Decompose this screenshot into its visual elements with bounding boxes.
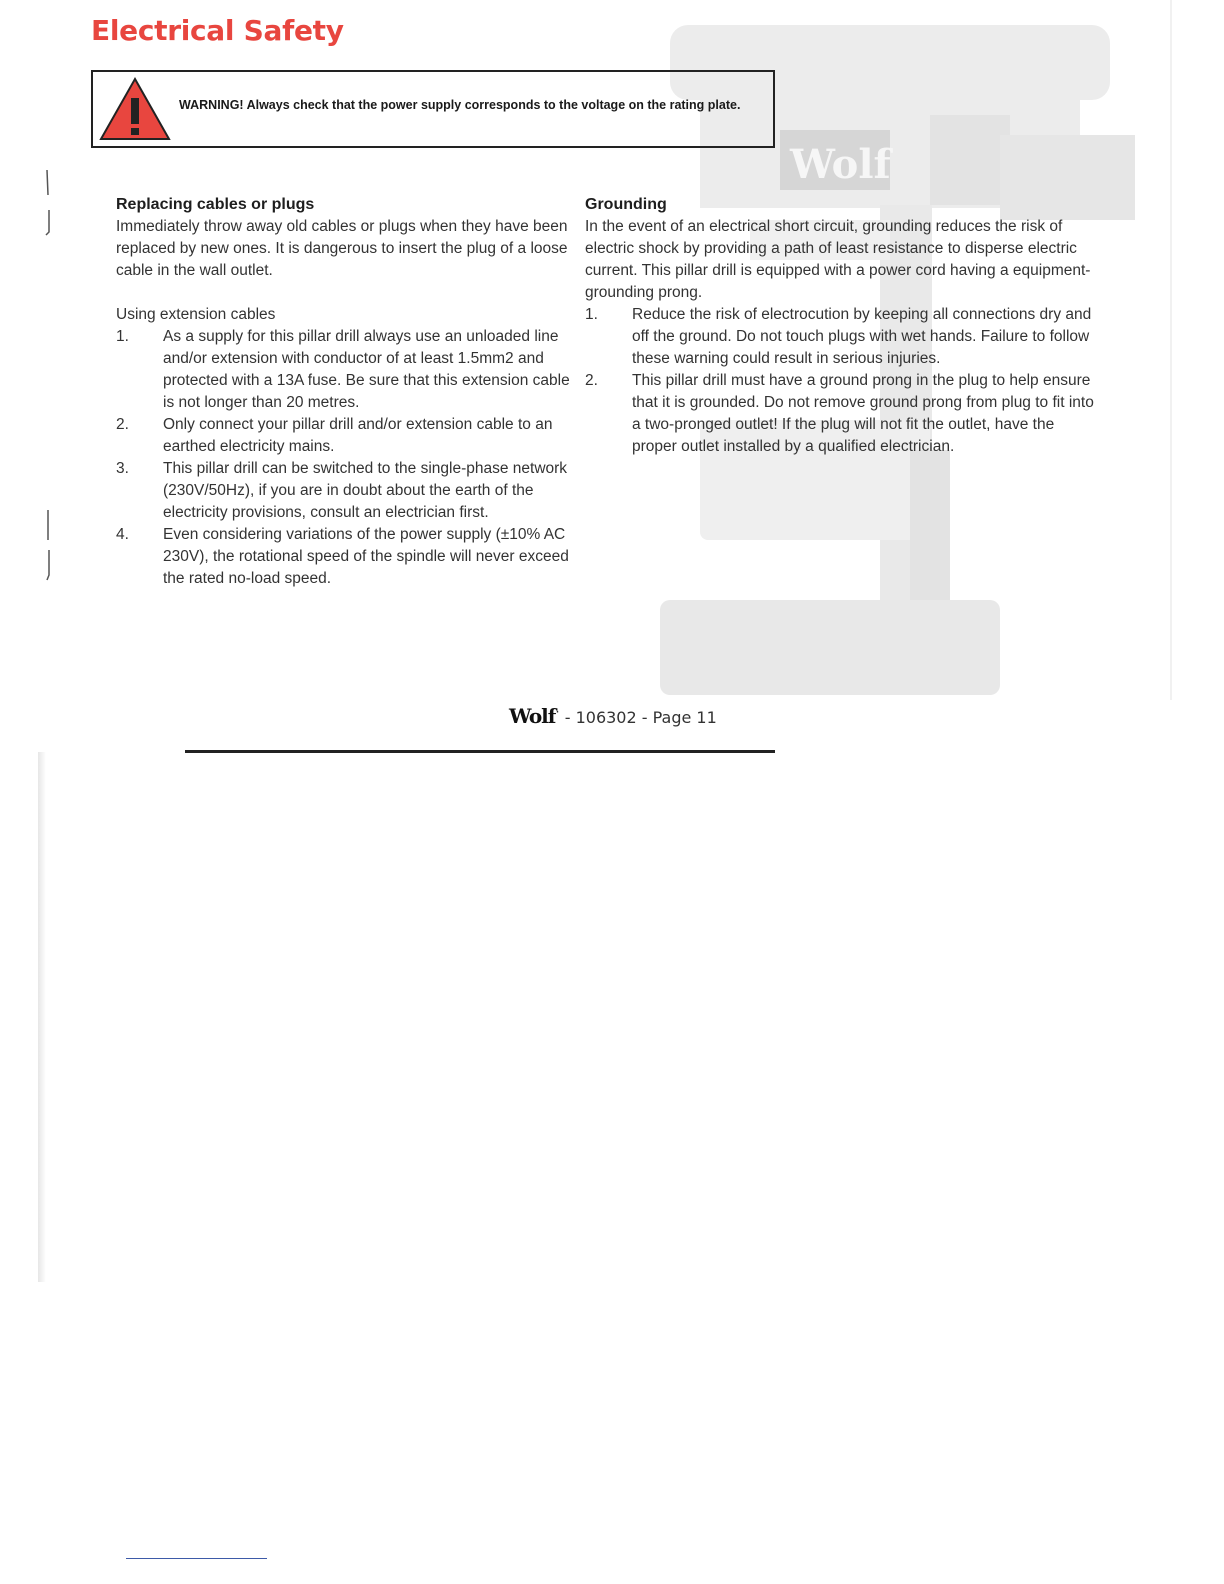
warning-triangle-icon	[98, 76, 172, 142]
list-item-text: As a supply for this pillar drill always use an unloaded line and/or extension with conductor of at least 1.5mm2 and protected with a 13A fuse. Be sure that this extension cable is not longer than 20 metres.	[163, 328, 570, 411]
list-item	[585, 370, 1095, 458]
list-item-text: Only connect your pillar drill and/or extension cable to an earthed electricity mains.	[163, 416, 553, 455]
list-item-number: 3.	[116, 460, 129, 477]
brand-logo: Wolf	[509, 704, 556, 728]
footer-page-text: - 106302 - Page 11	[564, 708, 717, 727]
list-item-text: Even considering variations of the power supply (±10% AC 230V), the rotational speed of the spindle will never exceed the rated no-load speed.	[163, 526, 569, 587]
list-item-text: This pillar drill must have a ground prong in the plug to help ensure that it is grounded. Do not remove ground prong from plug to fit into a two-pronged outlet! If the plug will not fit the outlet, have the proper outlet installed by a qualified electrician.	[632, 372, 1094, 455]
list-item	[585, 304, 1095, 370]
warning-text: WARNING! Always check that the power supply corresponds to the voltage on the rating plate.	[179, 98, 741, 112]
section-heading-replacing-cables: Replacing cables or plugs	[116, 196, 315, 213]
scan-bottom-line	[126, 1558, 267, 1559]
scan-binding-marks	[44, 170, 54, 590]
subheading-extension-cables: Using extension cables	[116, 306, 276, 323]
trademark-mark: ·	[555, 705, 560, 721]
page-divider	[185, 750, 775, 753]
watermark-brand: Wolf	[790, 141, 891, 188]
section-paragraph: In the event of an electrical short circuit, grounding reduces the risk of electric shock by providing a path of least resistance to disperse electric current. This pillar drill is equipped with a power cord having a equipment-grounding prong.	[585, 218, 1091, 301]
list-item	[116, 524, 574, 590]
list-item-text: This pillar drill can be switched to the single-phase network (230V/50Hz), if you are in doubt about the earth of the electricity provisions, consult an electrician first.	[163, 460, 568, 521]
list-item-number: 2.	[116, 416, 129, 433]
extension-cables-list	[116, 326, 574, 590]
page-title: Electrical Safety	[91, 14, 344, 47]
scan-right-edge	[1170, 0, 1172, 700]
list-item-text: Reduce the risk of electrocution by keeping all connections dry and off the ground. Do not touch plugs with wet hands. Failure to follow these warning could result in serious injuries.	[632, 306, 1092, 367]
left-column	[116, 194, 574, 590]
list-item-number: 1.	[585, 306, 598, 323]
list-item-number: 1.	[116, 328, 129, 345]
warning-box	[91, 70, 775, 148]
section-paragraph: Immediately throw away old cables or plugs when they have been replaced by new ones. It is dangerous to insert the plug of a loose cable in the wall outlet.	[116, 218, 568, 279]
right-column	[585, 194, 1095, 458]
grounding-list	[585, 304, 1095, 458]
list-item	[116, 414, 574, 458]
scan-edge-shadow	[38, 752, 46, 1282]
list-item-number: 4.	[116, 526, 129, 543]
page-footer	[509, 704, 717, 728]
list-item	[116, 458, 574, 524]
list-item	[116, 326, 574, 414]
list-item-number: 2.	[585, 372, 598, 389]
section-heading-grounding: Grounding	[585, 196, 667, 213]
